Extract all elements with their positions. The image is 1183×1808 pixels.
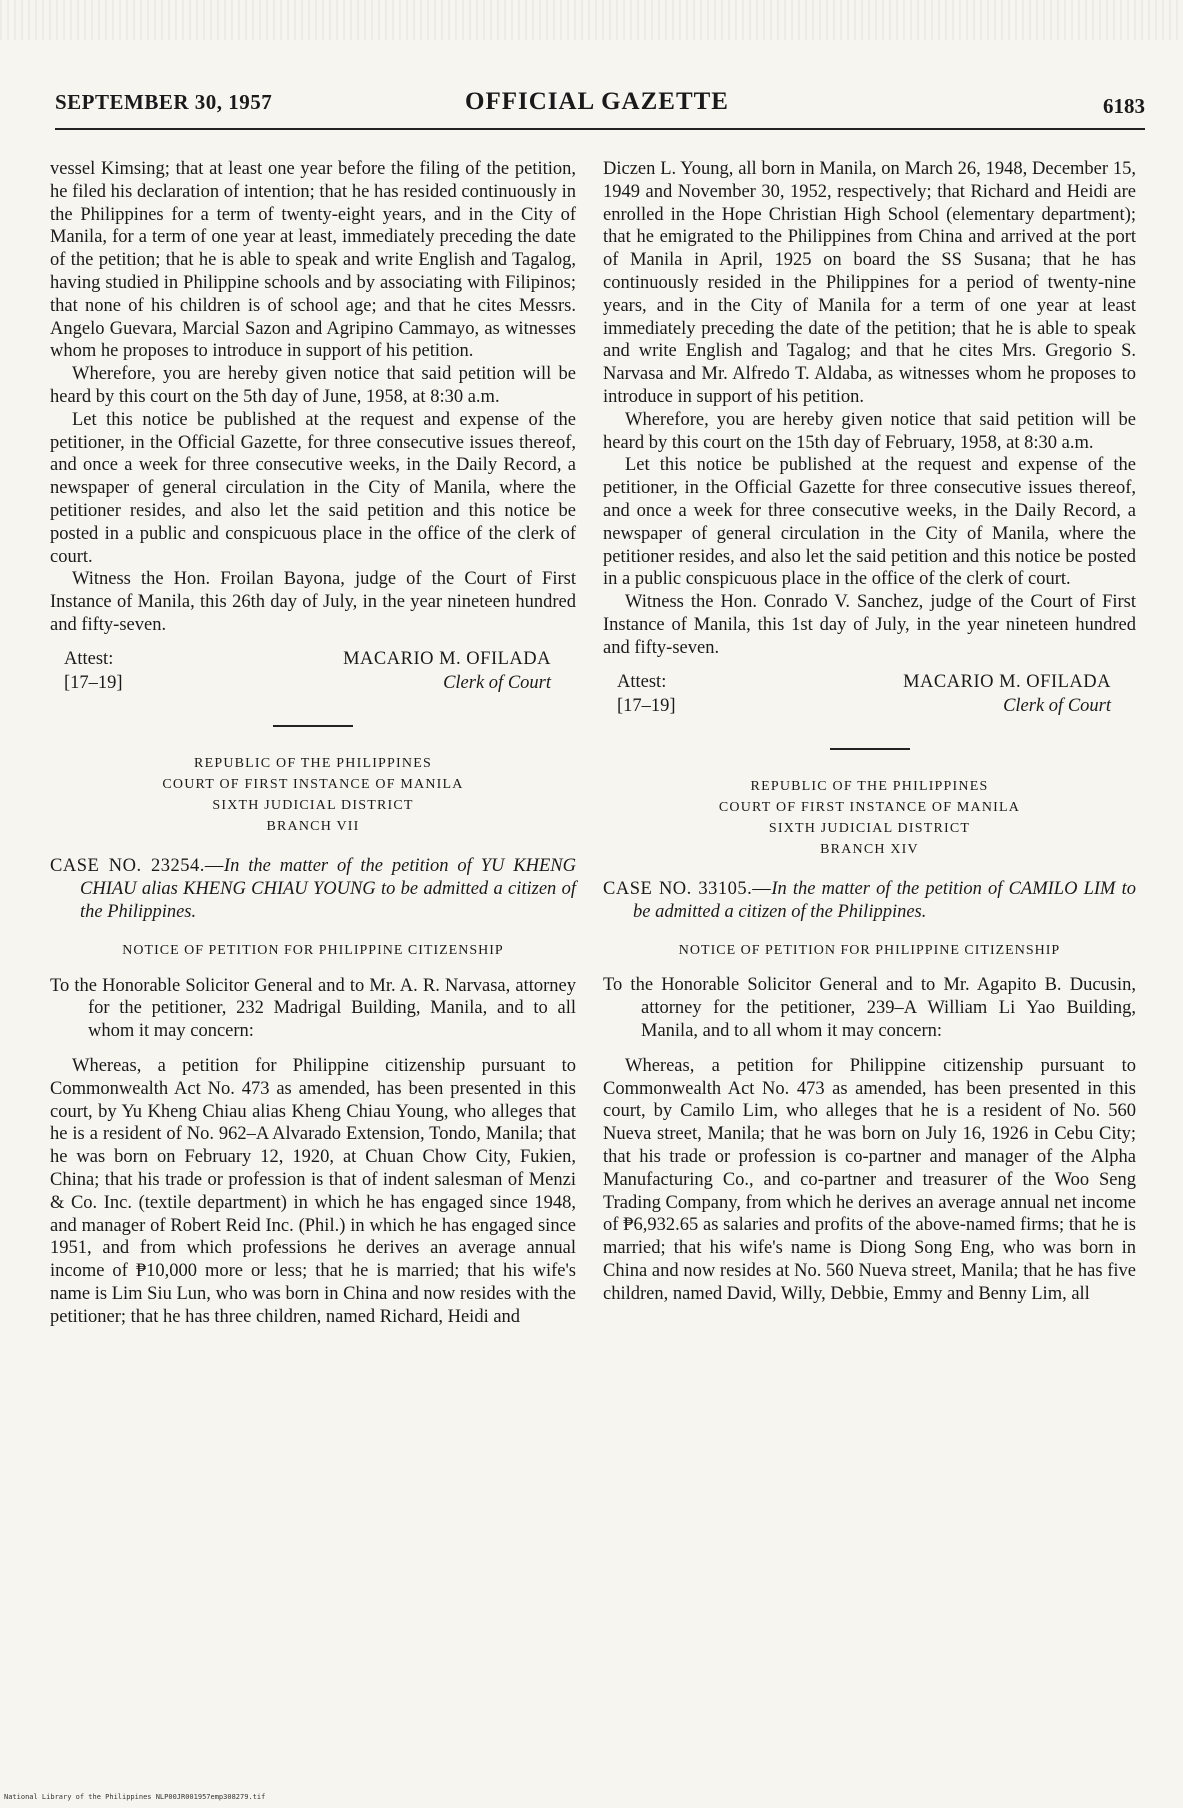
- issue-ref: [17–19]: [64, 672, 123, 693]
- clerk-title: Clerk of Court: [443, 672, 551, 693]
- court-line: SIXTH JUDICIAL DISTRICT: [212, 797, 414, 813]
- left-column: [50, 158, 576, 1328]
- attest-label: Attest:: [617, 671, 667, 692]
- case-text: In the matter of the petition of YU KHENG CHIAU alias KHENG CHIAU YOUNG to be admitted a citizen of the Philippines.: [80, 855, 577, 922]
- section-divider: [273, 725, 353, 727]
- case-caption: [50, 855, 576, 924]
- notice-title: NOTICE OF PETITION FOR PHILIPPINE CITIZENSHIP: [122, 942, 504, 958]
- attestation: [603, 670, 1136, 718]
- addressee: To the Honorable Solicitor General and to Mr. Agapito B. Ducusin, attorney for the petitioner, 239–A William Li Yao Building, Manila, and to all whom it may concern:: [603, 975, 1136, 1041]
- paragraph: Witness the Hon. Conrado V. Sanchez, judge of the Court of First Instance of Manila, this 1st day of July, in the year nineteen hundred and fifty-seven.: [603, 592, 1136, 658]
- paragraph: Let this notice be published at the request and expense of the petitioner, in the Official Gazette, for three consecutive issues thereof, and once a week for three consecutive weeks, in the Daily Record, a newspaper of general circulation in the City of Manila, where the petitioner resides, and also let the said petition and this notice be posted in a public and conspicuous place in the office of the clerk of court.: [50, 409, 576, 567]
- case-number: CASE NO. 23254.—: [50, 855, 224, 876]
- paragraph: Let this notice be published at the request and expense of the petitioner, in the Official Gazette for three consecutive issues thereof, and once a week for three consecutive weeks, in the Daily Record, a newspaper of general circulation in the City of Manila, where the petitioner resides, and also let the said petition and this notice be posted in a public conspicuous place in the office of the clerk of court.: [603, 455, 1136, 590]
- notice-title: NOTICE OF PETITION FOR PHILIPPINE CITIZENSHIP: [678, 942, 1061, 958]
- attest-label: Attest:: [64, 648, 114, 669]
- court-line: BRANCH XIV: [820, 841, 919, 857]
- paragraph: Whereas, a petition for Philippine citizenship pursuant to Commonwealth Act No. 473 as amended, has been presented in this court, by Camilo Lim, who alleges that he is a resident of No. 560 Nueva street, Manila; that he was born on July 16, 1926 in Cebu City; that his trade or profession is co-partner and manager of the Alpha Manufacturing Co., and co-partner and treasurer of the Woo Seng Trading Company, from which he derives an average annual net income of ₱6,932.65 as salaries and profits of the above-named firms; that he is married; that his wife's name is Diong Song Eng, who was born in China and now resides at No. 560 Nueva street, Manila; that he has five children, named David, Willy, Debbie, Emmy and Benny Lim, all: [603, 1055, 1136, 1304]
- court-line: BRANCH VII: [266, 818, 360, 834]
- attestation: [50, 647, 576, 695]
- page-header: [55, 88, 1145, 124]
- clerk-name: MACARIO M. OFILADA: [343, 648, 551, 669]
- section-divider: [830, 748, 910, 750]
- paragraph: Witness the Hon. Froilan Bayona, judge of the Court of First Instance of Manila, this 26th day of July, in the year nineteen hundred and fifty-seven.: [50, 569, 576, 635]
- court-line: COURT OF FIRST INSTANCE OF MANILA: [162, 776, 464, 792]
- addressee: To the Honorable Solicitor General and to Mr. A. R. Narvasa, attorney for the petitioner, 232 Madrigal Building, Manila, and to all whom it may concern:: [50, 975, 576, 1042]
- court-heading: [50, 753, 576, 837]
- scan-footer: National Library of the Philippines NLP00JR001957emp308279.tif: [4, 1793, 266, 1801]
- issue-ref: [17–19]: [617, 695, 676, 716]
- court-heading: [603, 776, 1136, 860]
- header-rule: [55, 128, 1145, 130]
- publication-title: OFFICIAL GAZETTE: [465, 88, 729, 115]
- court-line: SIXTH JUDICIAL DISTRICT: [768, 820, 971, 836]
- case-text: In the matter of the petition of CAMILO LIM to be admitted a citizen of the Philippines.: [633, 878, 1136, 922]
- paragraph: vessel Kimsing; that at least one year before the filing of the petition, he filed his declaration of intention; that he has resided continuously in the Philippines for a term of twenty-eight years, and in the City of Manila, for a term of one year at least, immediately preceding the date of the petition; that he is able to speak and write English and Tagalog, having studied in Philippine schools and by associating with Filipinos; that none of his children is of school age; and that he cites Messrs. Angelo Guevara, Marcial Sazon and Agripino Cammayo, as witnesses whom he proposes to introduce in support of his petition.: [50, 159, 576, 362]
- case-caption: [603, 878, 1136, 924]
- issue-date: SEPTEMBER 30, 1957: [55, 90, 273, 114]
- page-number: 6183: [1103, 94, 1145, 118]
- court-line: COURT OF FIRST INSTANCE OF MANILA: [718, 799, 1021, 815]
- paragraph: Diczen L. Young, all born in Manila, on March 26, 1948, December 15, 1949 and November 30, 1952, respectively; that Richard and Heidi are enrolled in the Hope Christian High School (elementary department); that he emigrated to the Philippines from China and arrived at the port of Manila in April, 1925 on board the SS Susana; that he has continuously resided in the Philippines for a period of twenty-nine years, and in the City of Manila for a term of one year at least immediately preceding the date of the petition; that he is able to speak and write English and Tagalog; and that he cites Mrs. Gregorio S. Narvasa and Mr. Alfredo T. Aldaba, as witnesses whom he proposes to introduce in support of his petition.: [603, 159, 1136, 407]
- paragraph: Wherefore, you are hereby given notice that said petition will be heard by this court on the 15th day of February, 1958, at 8:30 a.m.: [603, 409, 1136, 453]
- right-column: [603, 158, 1136, 1305]
- paragraph: Wherefore, you are hereby given notice that said petition will be heard by this court on the 5th day of June, 1958, at 8:30 a.m.: [50, 364, 576, 407]
- paragraph: Whereas, a petition for Philippine citizenship pursuant to Commonwealth Act No. 473 as amended, has been presented in this court, by Yu Kheng Chiau alias Kheng Chiau Young, who alleges that he is a resident of No. 962–A Alvarado Extension, Tondo, Manila; that he was born on February 12, 1920, at Chuan Chow City, Fukien, China; that his trade or profession is that of indent salesman of Menzi & Co. Inc. (textile department) in which he has engaged since 1948, and manager of Robert Reid Inc. (Phil.) in which he has engaged since 1951, and from which professions he derives an average annual income of ₱10,000 more or less; that he is married; that his wife's name is Lim Siu Lun, who was born in China and now resides with the petitioner; that he has three children, named Richard, Heidi and: [50, 1055, 576, 1327]
- clerk-name: MACARIO M. OFILADA: [903, 671, 1111, 692]
- case-number: CASE NO. 33105.—: [603, 878, 772, 899]
- scan-noise: [0, 0, 1183, 40]
- court-line: REPUBLIC OF THE PHILIPPINES: [194, 755, 432, 771]
- clerk-title: Clerk of Court: [1003, 695, 1111, 716]
- court-line: REPUBLIC OF THE PHILIPPINES: [750, 778, 989, 794]
